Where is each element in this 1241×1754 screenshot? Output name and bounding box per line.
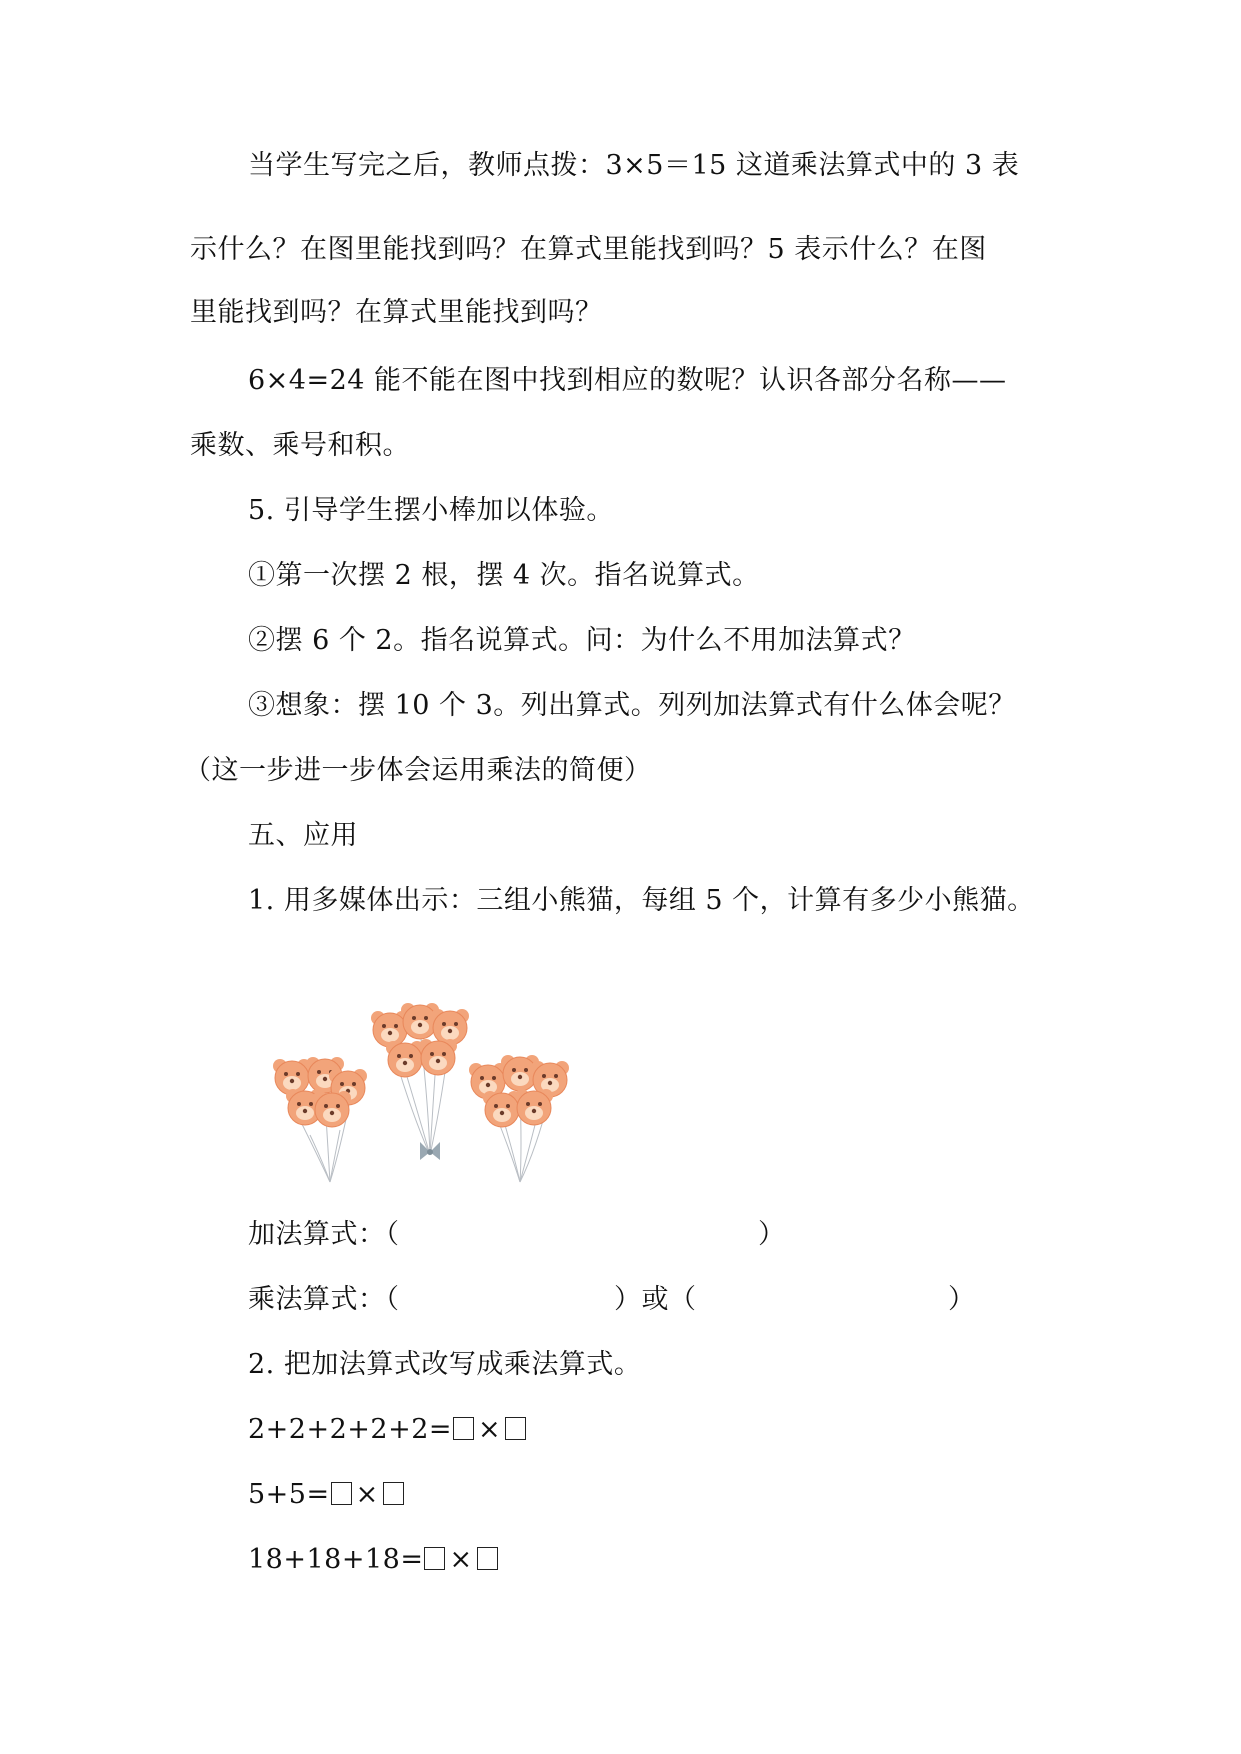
exercise2-heading: 2. 把加法算式改写成乘法算式。	[248, 1349, 642, 1380]
step5-note: （这一步进一步体会运用乘法的简便）	[184, 755, 652, 786]
equation-row-3	[248, 1542, 499, 1578]
intro-line-2: 示什么？在图里能找到吗？在算式里能找到吗？5 表示什么？在图	[190, 234, 987, 265]
intro-line-1: 当学生写完之后，教师点拨：3×5＝15 这道乘法算式中的 3 表	[248, 150, 1020, 181]
multiplication-label: 乘法算式：	[248, 1284, 386, 1315]
left-bear-group	[273, 1057, 367, 1127]
intro-line-3: 里能找到吗？在算式里能找到吗？	[190, 297, 603, 328]
multiplication-close-paren: ）	[614, 1284, 642, 1315]
addition-open-paren: （	[385, 1219, 400, 1250]
equation-1-left: 2+2+2+2+2=	[248, 1414, 453, 1445]
blank-box-icon	[477, 1547, 498, 1570]
multiplication-or-row	[614, 1282, 697, 1318]
equation-row-2	[248, 1477, 405, 1513]
times-sign: ×	[449, 1544, 473, 1575]
section5-heading: 五、应用	[248, 820, 358, 851]
equation-2-left: 5+5=	[248, 1479, 330, 1510]
parts-line-1: 6×4=24 能不能在图中找到相应的数呢？认识各部分名称——	[248, 365, 1007, 396]
blank-box-icon	[424, 1547, 445, 1570]
multiplication-or: 或（	[641, 1284, 697, 1315]
section5-question-1: 1. 用多媒体出示：三组小熊猫，每组 5 个，计算有多少小熊猫。	[248, 885, 1035, 916]
addition-close-paren: ）	[758, 1219, 786, 1250]
blank-box-icon	[453, 1417, 474, 1440]
addition-answer-row	[248, 1217, 400, 1253]
bear-balloon-groups-icon	[270, 1000, 610, 1185]
blank-box-icon	[505, 1417, 526, 1440]
equation-row-1	[248, 1412, 527, 1448]
multiplication-open-paren: （	[385, 1284, 400, 1315]
bear-balloon-illustration	[270, 1000, 610, 1185]
blank-box-icon	[331, 1482, 352, 1505]
parts-line-2: 乘数、乘号和积。	[190, 430, 410, 461]
middle-bear-group	[371, 1003, 469, 1077]
right-bear-group	[469, 1055, 569, 1127]
blank-box-icon	[383, 1482, 404, 1505]
step5-heading: 5. 引导学生摆小棒加以体验。	[248, 495, 614, 526]
equation-3-left: 18+18+18=	[248, 1544, 424, 1575]
step5-item-1: ①第一次摆 2 根，摆 4 次。指名说算式。	[248, 560, 760, 591]
multiplication-close-paren-2: ）	[948, 1284, 976, 1315]
step5-item-3: ③想象：摆 10 个 3。列出算式。列列加法算式有什么体会呢？	[248, 690, 1016, 721]
times-sign: ×	[478, 1414, 502, 1445]
addition-label: 加法算式：	[248, 1219, 386, 1250]
step5-item-2: ②摆 6 个 2。指名说算式。问：为什么不用加法算式？	[248, 625, 916, 656]
times-sign: ×	[355, 1479, 379, 1510]
multiplication-answer-row	[248, 1282, 400, 1318]
